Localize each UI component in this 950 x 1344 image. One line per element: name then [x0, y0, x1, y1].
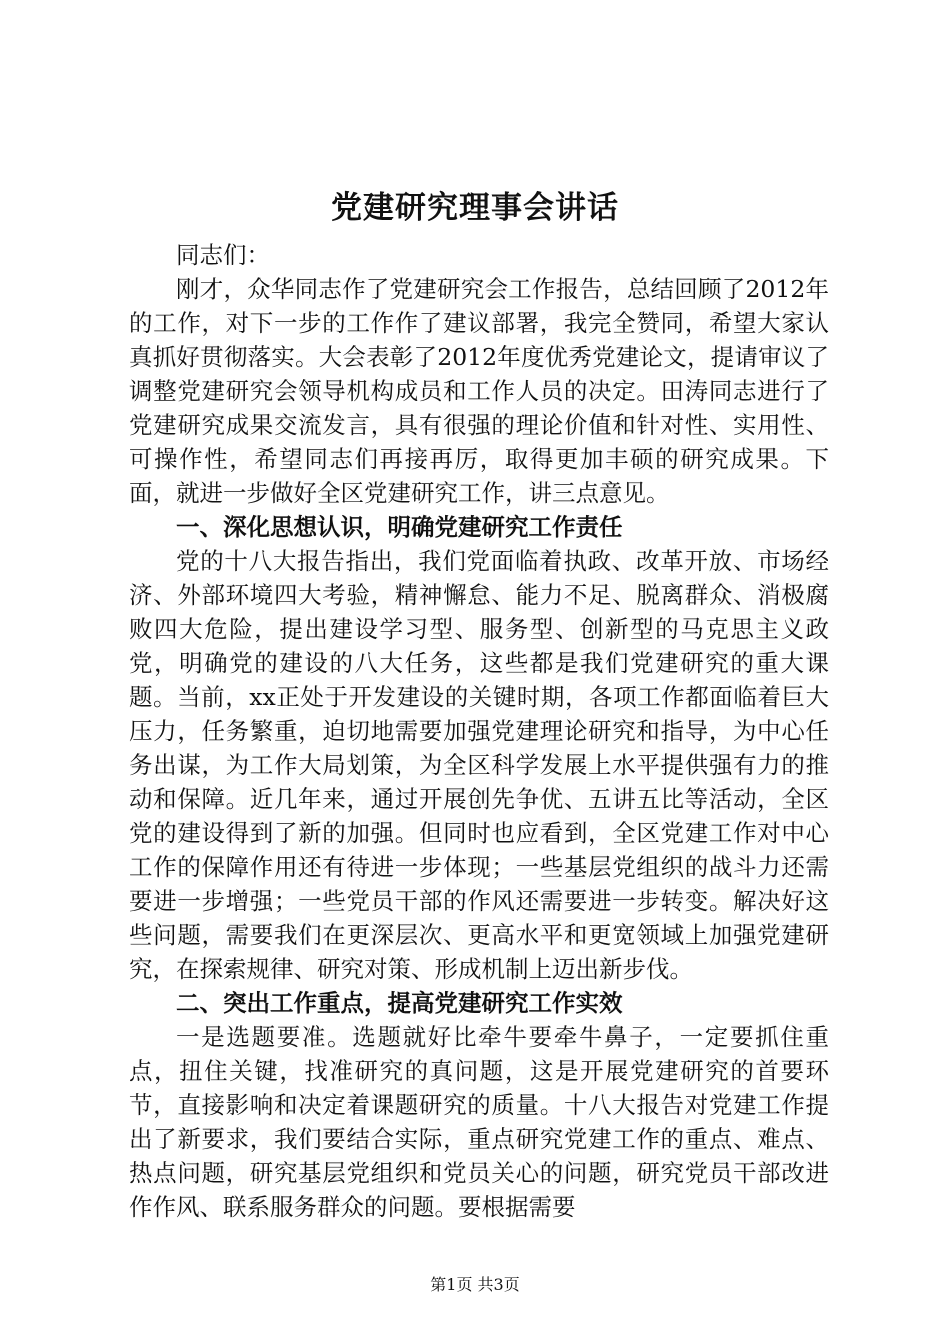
- document-title: 党建研究理事会讲话: [331, 190, 619, 226]
- section-2-heading: 二、突出工作重点，提高党建研究工作实效: [176, 989, 623, 1017]
- page-footer: 第1页 共3页: [430, 1275, 520, 1294]
- intro-paragraph: 刚才，众华同志作了党建研究会工作报告，总结回顾了2012年的工作，对下一步的工作作了建议部署，我完全赞同，希望大家认真抓好贯彻落实。大会表彰了2012年度优秀党建论文，提请审议了调整党建研究会领导机构成员和工作人员的决定。田涛同志进行了党建研究成果交流发言，具有很强的理论价值和针对性、实用性、可操作性，希望同志们再接再厉，取得更加丰硕的研究成果。下面，就进一步做好全区党建研究工作，讲三点意见。: [129, 275, 829, 507]
- section-2-paragraph: 一是选题要准。选题就好比牵牛要牵牛鼻子，一定要抓住重点，扭住关键，找准研究的真问题，这是开展党建研究的首要环节，直接影响和决定着课题研究的质量。十八大报告对党建工作提出了新要求，我们要结合实际，重点研究党建工作的重点、难点、热点问题，研究基层党组织和党员关心的问题，研究党员干部改进作作风、联系服务群众的问题。要根据需要: [129, 1023, 829, 1221]
- document-body: [129, 238, 829, 1224]
- section-1-heading: 一、深化思想认识，明确党建研究工作责任: [176, 513, 623, 541]
- greeting: 同志们：: [176, 241, 270, 269]
- section-1-paragraph: 党的十八大报告指出，我们党面临着执政、改革开放、市场经济、外部环境四大考验，精神懈怠、能力不足、脱离群众、消极腐败四大危险，提出建设学习型、服务型、创新型的马克思主义政党，明确党的建设的八大任务，这些都是我们党建研究的重大课题。当前，xx正处于开发建设的关键时期，各项工作都面临着巨大压力，任务繁重，迫切地需要加强党建理论研究和指导，为中心任务出谋，为工作大局划策，为全区科学发展上水平提供强有力的推动和保障。近几年来，通过开展创先争优、五讲五比等活动，全区党的建设得到了新的加强。但同时也应看到，全区党建工作对中心工作的保障作用还有待进一步体现；一些基层党组织的战斗力还需要进一步增强；一些党员干部的作风还需要进一步转变。解决好这些问题，需要我们在更深层次、更高水平和更宽领域上加强党建研究，在探索规律、研究对策、形成机制上迈出新步伐。: [129, 547, 829, 983]
